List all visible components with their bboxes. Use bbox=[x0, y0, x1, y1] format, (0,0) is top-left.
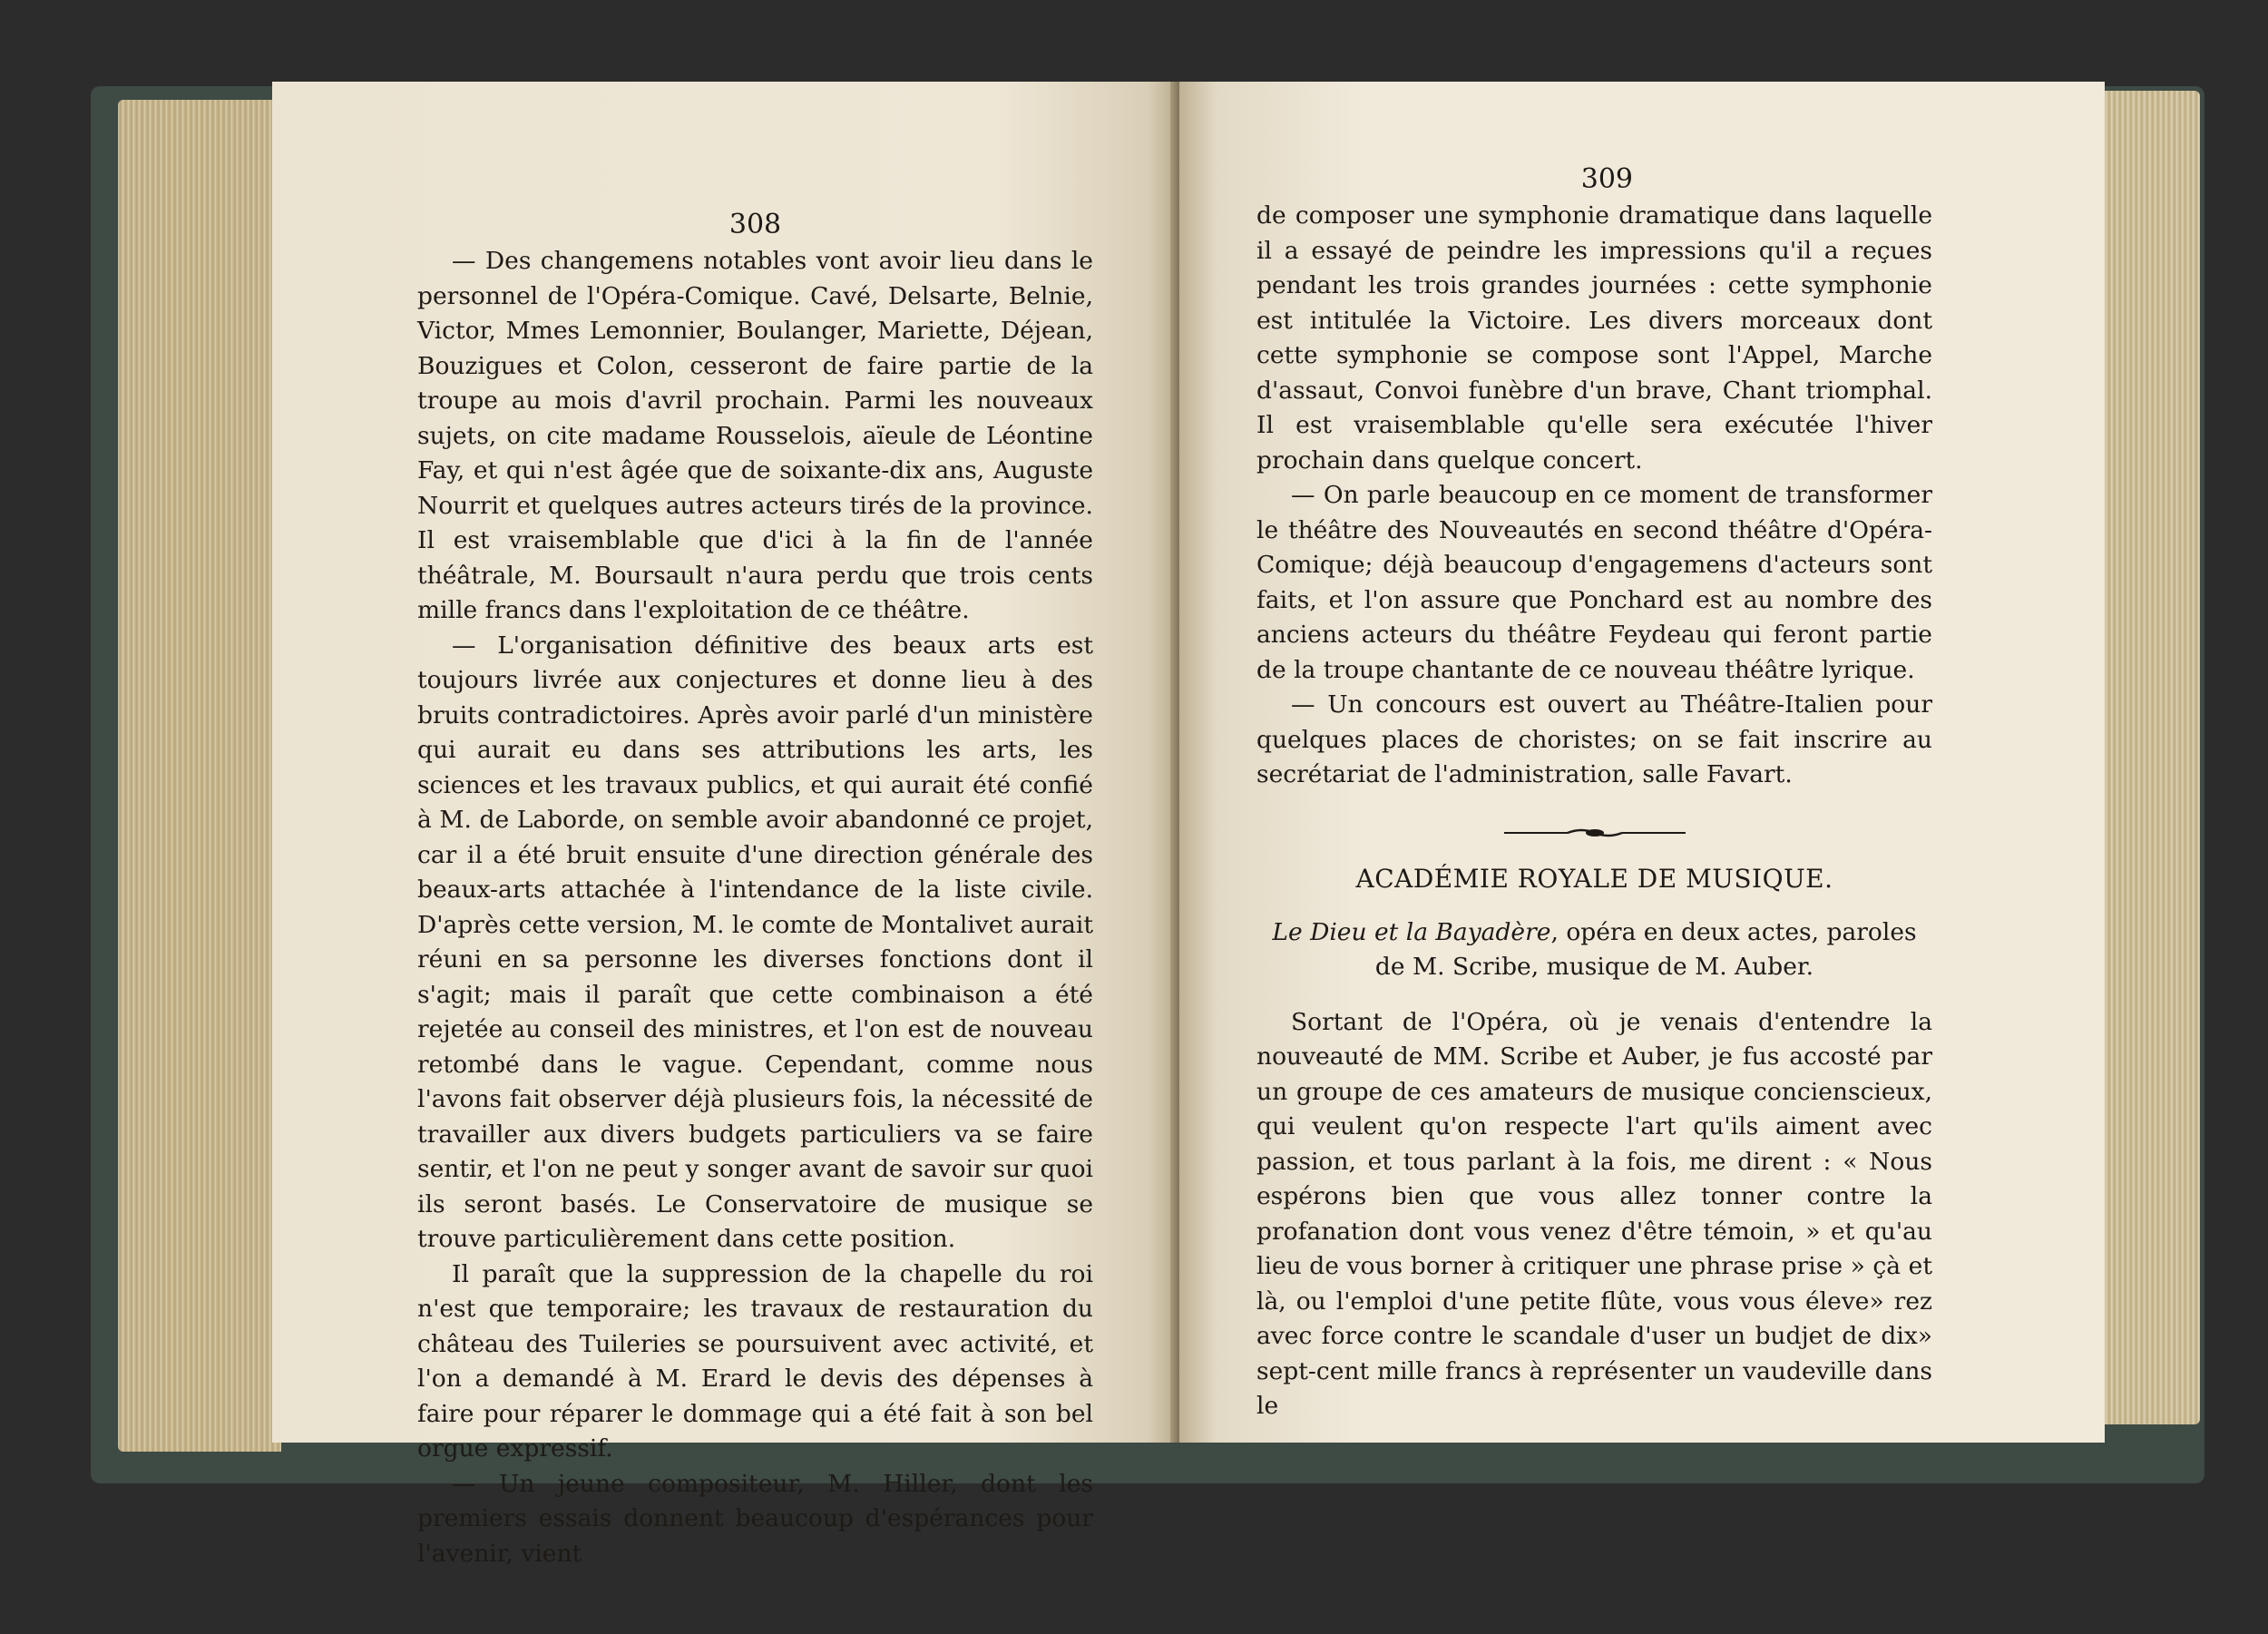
paragraph: Sortant de l'Opéra, où je venais d'entendre la nouveauté de MM. Scribe et Auber, je fus accosté par un groupe de ces amateurs de musique concienscieux, qui veulent qu'on respecte l'art qu'ils aiment avec passion, et tous parlant à la fois, me dirent : « Nous espérons bien que vous allez tonner contre la profanation dont vous venez d'être témoin, » et qu'au lieu de vous borner à critiquer une phrase prise » çà et là, ou l'emploi d'une petite flûte, vous vous éleve» rez avec force contre le scandale d'user un budjet de dix» sept-cent mille francs à représenter un vaudeville dans le bbox=[1256, 1007, 1932, 1420]
paragraph: — L'organisation définitive des beaux arts est toujours livrée aux conjectures et donne lieu à des bruits contradictoires. Après avoir parlé d'un ministère qui aurait eu dans ses attributions les arts, les sciences et les travaux publics, et qui aurait été confié à M. de Laborde, on semble avoir abandonné ce projet, car il a été bruit ensuite d'une direction générale des beaux-arts attachée à l'intendance de la liste civile. D'après cette version, M. le comte de Montalivet aurait réuni en sa personne les diverses fonctions dont il s'agit; mais il paraît que cette combinaison a été rejetée au conseil des ministres, et l'on est de nouveau retombé dans le vague. Cependant, comme nous l'avons fait observer déjà plusieurs fois, la nécessité de travailler aux divers budgets particuliers va se faire sentir, et l'on ne peut y songer avant de savoir sur quoi ils seront basés. Le Conservatoire de musique se trouve particulièrement dans cette position. bbox=[417, 631, 1093, 1253]
page-edges-left bbox=[118, 100, 281, 1452]
paragraph: de composer une symphonie dramatique dans laquelle il a essayé de peindre les impressions qu'il a reçues pendant les trois grandes journées : cette symphonie est intitulée la Victoire. Les divers morceaux dont cette symphonie se compose sont l'Appel, Marche d'assaut, Convoi funèbre d'un brave, Chant triomphal. Il est vraisemblable qu'elle sera exécutée l'hiver prochain dans quelque concert. bbox=[1256, 201, 1932, 475]
section-heading: ACADÉMIE ROYALE DE MUSIQUE. bbox=[1355, 863, 1833, 894]
work-title: Le Dieu et la Bayadère bbox=[1272, 917, 1551, 946]
page-edges-right bbox=[2096, 91, 2200, 1424]
work-subtitle: , opéra en deux actes, paroles de M. Scribe, musique de M. Auber. bbox=[1374, 917, 1917, 981]
ornament-divider-icon bbox=[1504, 826, 1686, 840]
work-title-line bbox=[1256, 915, 1932, 985]
paragraph: — Un concours est ouvert au Théâtre-Italien pour quelques places de choristes; on se fait inscrire au secrétariat de l'administration, salle Favart. bbox=[1256, 690, 1932, 788]
page-number-left: 308 bbox=[728, 209, 782, 240]
paragraph: Il paraît que la suppression de la chapelle du roi n'est que temporaire; les travaux de restauration du château des Tuileries se poursuivent avec activité, et l'on a demandé à M. Erard le devis des dépenses à faire pour réparer le dommage qui a été fait à son bel orgue expressif. bbox=[417, 1259, 1093, 1463]
paragraph: — Un jeune compositeur, M. Hiller, dont les premiers essais donnent beaucoup d'espérances pour l'avenir, vient bbox=[417, 1469, 1093, 1568]
page-number-right: 309 bbox=[1580, 163, 1633, 195]
left-page bbox=[272, 82, 1175, 1568]
paragraph: — Des changemens notables vont avoir lieu dans le personnel de l'Opéra-Comique. Cavé, Delsarte, Belnie, Victor, Mmes Lemonnier, Boulanger, Mariette, Déjean, Bouzigues et Colon, cesseront de faire partie de la troupe au mois d'avril prochain. Parmi les nouveaux sujets, on cite madame Rousselois, aïeule de Léontine Fay, et qui n'est âgée que de soixante-dix ans, Auguste Nourrit et quelques autres acteurs tirés de la province. Il est vraisemblable que d'ici à la fin de l'année théâtrale, M. Boursault n'aura perdu que trois cents mille francs dans l'exploitation de ce théâtre. bbox=[417, 247, 1093, 624]
right-page bbox=[1179, 82, 2105, 1443]
paragraph: — On parle beaucoup en ce moment de transformer le théâtre des Nouveautés en second théâtre d'Opéra-Comique; déjà beaucoup d'engagemens d'acteurs sont faits, et l'on assure que Ponchard est au nombre des anciens acteurs du théâtre Feydeau qui feront partie de la troupe chantante de ce nouveau théâtre lyrique. bbox=[1256, 481, 1932, 684]
